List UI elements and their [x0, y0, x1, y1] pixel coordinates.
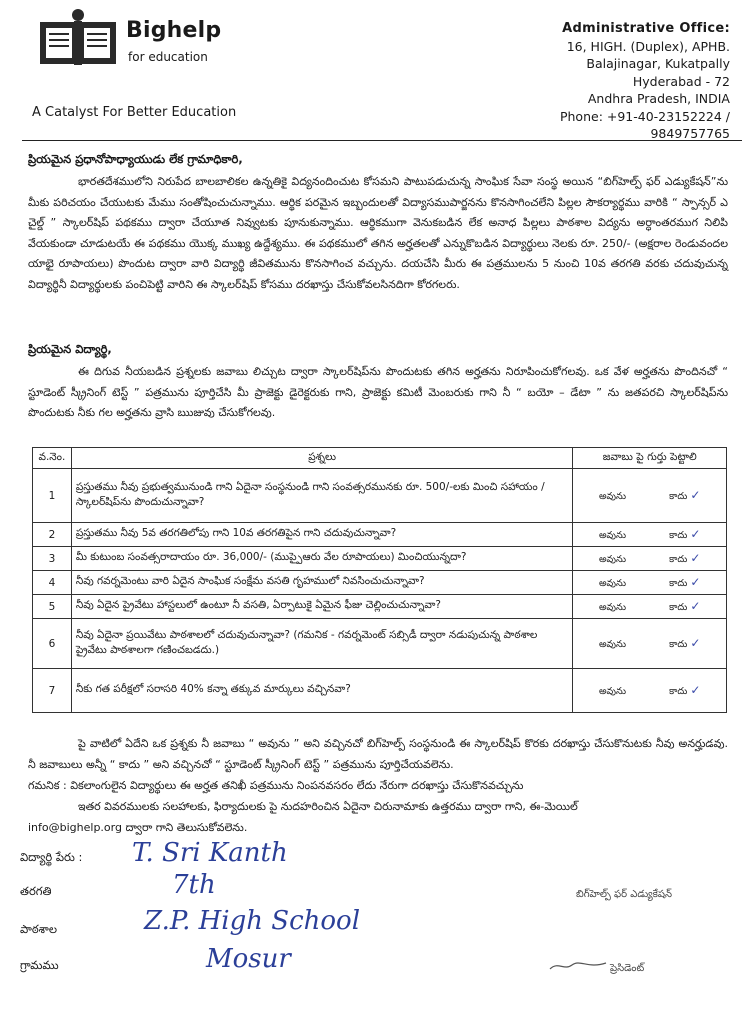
answer-no[interactable]: కాదు [669, 685, 688, 697]
checkmark-icon: ✓ [690, 550, 701, 565]
row-number: 2 [33, 523, 72, 547]
row-question: నీవు ఏదైనా ప్రయివేటు పాఠశాలలో చదువుచున్నావా? (గమనిక - గవర్నమెంట్ సబ్సిడీ ద్వారా నడుపుచున్న పాఠశాల ప్రైవేటు పాఠశాలగా గణించబడదు.) [71, 619, 573, 669]
row-number: 4 [33, 571, 72, 595]
row-number: 3 [33, 547, 72, 571]
school-label: పాఠశాల [20, 922, 57, 936]
contact-line [28, 818, 728, 839]
brand-subtitle: for education [128, 50, 208, 64]
row-number: 1 [33, 469, 72, 523]
salutation-student: ప్రియమైన విద్యార్థి, [28, 342, 112, 356]
village-label: గ్రామము [20, 958, 59, 972]
row-number: 6 [33, 619, 72, 669]
answer-no[interactable]: కాదు [669, 638, 688, 650]
table-row [33, 595, 727, 619]
answer-no[interactable]: కాదు [669, 553, 688, 565]
salutation-headmaster: ప్రియమైన ప్రధానోపాధ్యాయుడు లేక గ్రామాధికారి, [28, 152, 243, 166]
row-answer [573, 669, 727, 713]
row-question: ప్రస్తుతము నీవు 5వ తరగతిలోపు గాని 10వ తరగతిపైన గాని చదువుచున్నావా? [71, 523, 573, 547]
row-answer [573, 469, 727, 523]
student-name-label: విద్యార్థి పేరు : [20, 850, 83, 864]
table-header-row [33, 448, 727, 469]
answer-no[interactable]: కాదు [669, 529, 688, 541]
checkmark-icon: ✓ [690, 635, 701, 650]
student-name-value[interactable]: T. Sri Kanth [132, 838, 288, 868]
answer-yes[interactable]: అవును [598, 529, 626, 541]
book-person-icon [38, 8, 118, 66]
village-value[interactable]: Mosur [206, 944, 291, 974]
row-question: నీవు ఏదైన ప్రైవేటు హాస్టలులో ఉంటూ నీ వసతి, ఏర్పాటుకై ఏమైన ఫీజు చెల్లించుచున్నావా? [71, 595, 573, 619]
contact-paragraph: ఇతర వివరములకు సలహాలకు, ఫిర్యాదులకు పై నుదహరించిన ఏదైనా చిరునామాకు ఉత్తరము ద్వారా గాని, ఈ-మెయిల్ [78, 800, 578, 813]
office-line: Balajinagar, Kukatpally [586, 56, 730, 71]
bighelp-logo [38, 8, 118, 66]
student-paragraph: ఈ దిగువ నీయబడిన ప్రశ్నలకు జవాబు లిచ్చుట ద్వారా స్కాలర్‌షిప్‌ను పొందుటకు తగిన అర్హతను నిరూపించుకోగలవు. ఒక వేళ అర్హతను పొందినచో “ స్టూడెంట్ స్క్రీనింగ్ టెస్ట్ ” పత్రమును పూర్తిచేసి మీ ప్రాజెక్టు డైరెక్టరుకు గాని, ప్రాజెక్టు కమిటీ మెంబరుకు గాని నీ “ బయో – డేటా ” ను జతపరచి స్కాలర్‌షిప్‌ను పొందుటకు నీకు గల అర్హతను వ్రాసి ఋజువు చేసుకోగలవు. [28, 365, 728, 420]
row-number: 5 [33, 595, 72, 619]
checkmark-icon: ✓ [690, 487, 701, 502]
answer-yes[interactable]: అవును [598, 553, 626, 565]
answer-yes[interactable]: అవును [598, 577, 626, 589]
tagline: A Catalyst For Better Education [32, 105, 237, 120]
table-row [33, 469, 727, 523]
row-number: 7 [33, 669, 72, 713]
class-label: తరగతి [20, 884, 52, 898]
answer-yes[interactable]: అవును [598, 601, 626, 613]
table-row [33, 523, 727, 547]
president-stamp: ప్రెసిడెంట్ [610, 963, 645, 974]
table-row [33, 571, 727, 595]
answer-no[interactable]: కాదు [669, 577, 688, 589]
col-header-answer: జవాబు పై గుర్తు పెట్టాలి [573, 448, 727, 469]
row-answer [573, 619, 727, 669]
row-answer [573, 571, 727, 595]
answer-yes[interactable]: అవును [598, 490, 626, 502]
answer-no[interactable]: కాదు [669, 601, 688, 613]
col-header-no: వ.నెం. [33, 448, 72, 469]
row-answer [573, 595, 727, 619]
office-line: Andhra Pradesh, INDIA [587, 91, 730, 106]
header-divider [22, 140, 742, 141]
row-question: నీకు గత పరీక్షలో సరాసరి 40% కన్నా తక్కువ మార్కులు వచ్చినవా? [71, 669, 573, 713]
row-question: మీ కుటుంబ సంవత్సరాదాయం రూ. 36,000/- (ముప్పైఆరు వేల రూపాయలు) మించియున్నదా? [71, 547, 573, 571]
eligibility-table [32, 447, 727, 713]
answer-no[interactable]: కాదు [669, 490, 688, 502]
office-address [480, 20, 730, 143]
row-answer [573, 523, 727, 547]
table-row [33, 619, 727, 669]
signature-scribble [548, 958, 608, 972]
col-header-question: ప్రశ్నలు [71, 448, 573, 469]
answer-yes[interactable]: అవును [598, 685, 626, 697]
org-stamp: బిగ్‌హెల్ప్ ఫర్ ఎడ్యుకేషన్ [576, 889, 673, 900]
class-value[interactable]: 7th [172, 870, 216, 900]
note-paragraph: గమనిక : వికలాంగులైన విద్యార్థులు ఈ అర్హత తనిఖీ పత్రమును నింపనవసరం లేదు నేరుగా దరఖాస్తు చేసుకొనవచ్చును [28, 779, 524, 792]
table-row [33, 547, 727, 571]
disqualification-paragraph: పై వాటిలో ఏదేని ఒక ప్రశ్నకు నీ జవాబు “ అవును ” అని వచ్చినచో బిగ్‌హెల్ప్ సంస్థనుండి ఈ స్కాలర్‌షిప్ కొరకు దరఖాస్తు చేసుకొనుటకు నీవు అనర్హుడవు. నీ జవాబులు అన్నీ “ కాదు ” అని వచ్చినచో “ స్టూడెంట్ స్క్రీనింగ్ టెస్ట్ ” పత్రమును పూర్తిచేయవలెను. [28, 737, 728, 771]
checkmark-icon: ✓ [690, 598, 701, 613]
office-line: Hyderabad - 72 [632, 73, 730, 89]
checkmark-icon: ✓ [690, 574, 701, 589]
row-answer [573, 547, 727, 571]
office-title: Administrative Office: [562, 21, 730, 36]
email-link[interactable]: info@bighelp.org [28, 821, 122, 834]
intro-paragraph: భారతదేశములోని నిరుపేద బాలబాలికల ఉన్నతికై విద్యనందించుట కోసమని పాటుపడుచున్న సాంఘిక సేవా సంస్థ అయిన “బిగ్‌హెల్ప్ ఫర్ ఎడ్యుకేషన్”ను మీకు పరిచయం చేయుటకు మేము సంతోషించుచున్నాము. ఆర్థిక పరమైన ఇబ్బందులతో విద్యాసముపార్జనను కొనసాగించలేని పిల్లల సౌకర్యార్థము వారికి “ స్పాన్సర్ ఎ చైల్డ్ ” స్కాలర్‌షిప్ పథకము ద్వారా చేయూత నివ్వుటకు పూనుకున్నాము. ఆర్థికముగా వెనుకబడిన లేక అనాధ పిల్లలు పాఠశాల విద్యను అర్ధాంతరముగ నిలిపి వేయకుండా చూడుటయే ఈ పథకము యొక్క ముఖ్య ఉద్దేశ్యము. ఈ పథకములో తగిన అర్హతలతో ఎన్నుకొబడిన విద్యార్థులు నెలకు రూ. 250/- (అక్షరాల రెండువందల యాభై రూపాయలు) పొందుట ద్వారా వారి విద్యార్థి జీవితమును కొనసాగించ వచ్చును. దయచేసి మీరు ఈ పత్రములను 5 నుంచి 10వ తరగతి వరకు చదువుచున్న విద్యార్థినీ విద్యార్థులకు పంచిపెట్టి వారిని ఈ స్కాలర్‌షిప్ కోసము దరఖాస్తు చేసుకోవలసినదిగా కోరగలరు. [28, 175, 728, 291]
office-phone: Phone: +91-40-23152224 / 9849757765 [559, 108, 730, 141]
brand-name: Bighelp [126, 18, 222, 43]
school-value[interactable]: Z.P. High School [144, 906, 361, 936]
contact-tail: ద్వారా గాని తెలుసుకోవలెను. [125, 821, 248, 834]
checkmark-icon: ✓ [690, 682, 701, 697]
row-question: ప్రస్తుతము నీవు ప్రభుత్వమునుండి గాని ఏదైనా సంస్థనుండి గాని సంవత్సరమునకు రూ. 500/-లకు మించి సహాయం / స్కాలర్‌షిప్‌ను పొందుచున్నావా? [71, 469, 573, 523]
row-question: నీవు గవర్నమెంటు వారి ఏదైన సాంఘిక సంక్షేమ వసతి గృహములో నివసించుచున్నావా? [71, 571, 573, 595]
answer-yes[interactable]: అవును [598, 638, 626, 650]
office-line: 16, HIGH. (Duplex), APHB. [566, 38, 730, 54]
table-row [33, 669, 727, 713]
checkmark-icon: ✓ [690, 526, 701, 541]
